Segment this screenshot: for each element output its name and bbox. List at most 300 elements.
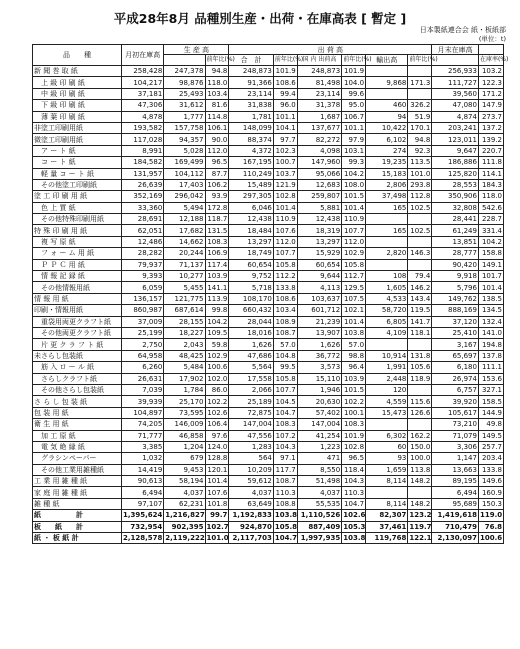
row-product-name xyxy=(33,282,122,293)
product-name-text: その他工業用雑種紙 xyxy=(41,465,104,474)
table-cell: 9,868 xyxy=(366,77,408,88)
table-cell: 9,918 xyxy=(432,271,479,282)
table-cell: 96.4 xyxy=(342,362,366,373)
table-cell: 136,157 xyxy=(121,293,163,304)
table-cell: 15,489 xyxy=(229,179,273,190)
product-name-text: その他特殊印刷用紙 xyxy=(41,215,104,224)
table-cell: 82,272 xyxy=(297,134,341,145)
table-cell: 122.3 xyxy=(478,77,503,88)
table-cell: 102.3 xyxy=(273,145,297,156)
table-cell: 102.2 xyxy=(342,396,366,407)
table-row xyxy=(33,419,504,430)
table-cell: 107.7 xyxy=(273,384,297,395)
product-name-text: その他情報用紙 xyxy=(41,283,90,292)
table-cell: 18,227 xyxy=(164,327,205,338)
table-cell: 2,043 xyxy=(164,339,205,350)
table-cell: 256,933 xyxy=(432,66,479,77)
table-cell xyxy=(366,419,408,430)
table-cell: 108.0 xyxy=(342,179,366,190)
table-cell: 47,686 xyxy=(229,350,273,361)
row-product-name xyxy=(33,476,122,487)
table-cell: 119.0 xyxy=(479,511,503,520)
product-name-text: 衛 生 用 紙 xyxy=(34,420,69,429)
table-cell: 57.0 xyxy=(273,339,297,350)
table-cell: 115.6 xyxy=(408,396,432,407)
table-cell: 1,032 xyxy=(121,453,163,464)
row-product-name xyxy=(33,362,122,373)
table-cell: 137.8 xyxy=(478,350,503,361)
header-export: 輸出高 xyxy=(366,55,408,66)
table-cell: 103.4 xyxy=(205,88,229,99)
table-cell: 104.2 xyxy=(478,236,503,247)
product-name-text: 家 庭 用 雑 種 紙 xyxy=(34,488,88,497)
table-cell: 460 xyxy=(366,100,408,111)
table-cell: 112.8 xyxy=(408,191,432,202)
table-cell: 732,954 xyxy=(121,521,163,532)
table-cell: 62,051 xyxy=(121,225,163,236)
table-cell xyxy=(366,88,408,99)
header-production-yoy: 前年比(%) xyxy=(205,55,229,66)
table-cell: 39,560 xyxy=(432,88,479,99)
table-cell: 123,011 xyxy=(432,134,479,145)
table-cell: 137,677 xyxy=(297,122,341,133)
table-cell: 37,181 xyxy=(121,88,163,99)
table-cell: 107.2 xyxy=(273,430,297,441)
table-cell: 108.3 xyxy=(273,419,297,430)
table-cell: 184.3 xyxy=(478,179,503,190)
table-cell: 97.6 xyxy=(205,430,229,441)
table-cell: 4,559 xyxy=(366,396,408,407)
table-cell: 4,372 xyxy=(229,145,273,156)
table-cell: 101.4 xyxy=(342,202,366,213)
table-row xyxy=(33,122,504,133)
table-cell: 297,305 xyxy=(229,191,273,202)
table-cell: 6,102 xyxy=(366,134,408,145)
product-name-text: その他塗工印刷紙 xyxy=(41,181,97,190)
product-name-text: 情 報 記 録 紙 xyxy=(41,272,85,281)
table-row xyxy=(33,157,504,168)
table-cell xyxy=(366,236,408,247)
table-cell: 160.9 xyxy=(478,487,503,498)
header-spacer xyxy=(478,45,503,55)
row-product-name xyxy=(33,191,122,202)
table-row xyxy=(33,476,504,487)
row-product-name xyxy=(33,453,122,464)
table-cell: 147,004 xyxy=(297,419,341,430)
table-cell: 95,689 xyxy=(432,498,479,509)
table-row xyxy=(33,88,504,99)
table-cell: 119,768 xyxy=(366,533,408,544)
table-cell: 167,195 xyxy=(229,157,273,168)
table-cell: 102.6 xyxy=(343,511,366,520)
table-cell xyxy=(408,339,432,350)
table-cell: 104,897 xyxy=(121,407,163,418)
table-cell: 121.9 xyxy=(273,179,297,190)
table-cell: 104,217 xyxy=(121,77,163,88)
table-cell: 248,873 xyxy=(297,66,341,77)
table-cell: 10,277 xyxy=(164,271,205,282)
table-cell: 37,461 xyxy=(366,521,408,532)
table-cell: 1,223 xyxy=(297,441,341,452)
table-cell: 147,004 xyxy=(229,419,273,430)
table-cell: 97.7 xyxy=(273,134,297,145)
row-product-name xyxy=(33,66,122,77)
table-cell: 186,886 xyxy=(432,157,479,168)
table-cell: 171.2 xyxy=(478,88,503,99)
product-name-text: 複 写 原 紙 xyxy=(41,238,76,247)
table-cell: 1,110,526 xyxy=(297,510,341,521)
table-cell: 118.0 xyxy=(205,77,229,88)
table-cell: 28,691 xyxy=(121,214,163,225)
table-cell: 26,639 xyxy=(121,179,163,190)
table-cell: 57,402 xyxy=(297,407,341,418)
table-cell: 149.1 xyxy=(478,259,503,270)
table-cell: 106.2 xyxy=(205,179,229,190)
header-product: 品 種 xyxy=(33,45,122,66)
table-cell: 15,110 xyxy=(297,373,341,384)
table-cell: 114.8 xyxy=(205,111,229,122)
table-cell: 21,239 xyxy=(297,316,341,327)
table-cell: 99.3 xyxy=(342,157,366,168)
table-cell: 5,881 xyxy=(297,202,341,213)
row-product-name xyxy=(33,225,122,236)
table-cell: 123.2 xyxy=(409,511,432,520)
table-cell: 25,493 xyxy=(164,88,205,99)
table-cell: 137.2 xyxy=(478,122,503,133)
table-cell: 28,441 xyxy=(432,214,479,225)
table-cell: 132.4 xyxy=(478,316,503,327)
table-cell: 2,130,097 xyxy=(432,533,479,544)
table-cell: 146.3 xyxy=(408,248,432,259)
table-cell: 4,113 xyxy=(297,282,341,293)
table-cell: 1,784 xyxy=(164,384,205,395)
table-cell: 58,194 xyxy=(164,476,205,487)
product-name-text: ア ー ト 紙 xyxy=(41,146,76,155)
table-cell: 98,876 xyxy=(164,77,205,88)
table-cell: 8,114 xyxy=(366,476,408,487)
table-cell: 9,752 xyxy=(229,271,273,282)
product-name-text: 新 聞 巻 取 紙 xyxy=(34,67,78,76)
table-cell: 326.2 xyxy=(408,100,432,111)
table-cell: 103.8 xyxy=(343,534,366,543)
table-cell: 99.5 xyxy=(273,362,297,373)
table-cell: 122.1 xyxy=(409,534,432,543)
table-cell: 31,378 xyxy=(297,100,341,111)
table-cell: 106.4 xyxy=(205,419,229,430)
table-row xyxy=(33,77,504,88)
table-cell: 4,874 xyxy=(432,111,479,122)
table-cell: 601,712 xyxy=(297,305,341,316)
table-cell: 888,169 xyxy=(432,305,479,316)
table-cell: 73,595 xyxy=(164,407,205,418)
table-cell: 100.7 xyxy=(273,157,297,168)
table-cell: 133.8 xyxy=(478,464,503,475)
table-cell: 99.7 xyxy=(205,510,229,521)
header-inventory-ratio: 在庫率(%) xyxy=(478,55,503,66)
table-cell: 12,683 xyxy=(297,179,341,190)
table-cell: 10,209 xyxy=(229,464,273,475)
table-cell: 101.0 xyxy=(408,168,432,179)
table-cell: 106.1 xyxy=(205,122,229,133)
table-cell: 96.0 xyxy=(273,100,297,111)
table-cell: 112.0 xyxy=(273,236,297,247)
table-cell: 81,498 xyxy=(297,77,341,88)
table-row xyxy=(33,453,504,464)
table-cell: 102.6 xyxy=(205,407,229,418)
table-cell: 114.1 xyxy=(478,168,503,179)
table-cell: 273.7 xyxy=(478,111,503,122)
product-name-text: 微塗工印刷用紙 xyxy=(34,135,83,144)
table-cell: 1,946 xyxy=(297,384,341,395)
table-cell: 15,929 xyxy=(297,248,341,259)
table-cell: 9,647 xyxy=(432,145,479,156)
table-cell: 96.5 xyxy=(205,157,229,168)
table-row xyxy=(33,441,504,452)
table-cell: 102.8 xyxy=(273,191,297,202)
table-cell: 102.2 xyxy=(205,396,229,407)
table-cell: 41,254 xyxy=(297,430,341,441)
table-cell: 100.0 xyxy=(408,453,432,464)
publisher-label: 日本製紙連合会 紙・板紙部 xyxy=(419,26,506,34)
table-cell: 9,393 xyxy=(121,271,163,282)
table-cell: 184,582 xyxy=(121,157,163,168)
table-cell: 59,612 xyxy=(229,476,273,487)
table-cell: 107.7 xyxy=(342,225,366,236)
table-cell: 94.8 xyxy=(205,66,229,77)
table-cell: 100.6 xyxy=(205,362,229,373)
table-cell xyxy=(408,419,432,430)
table-cell: 12,486 xyxy=(121,236,163,247)
table-cell: 25,170 xyxy=(164,396,205,407)
table-cell: 39,920 xyxy=(432,396,479,407)
row-product-name xyxy=(33,533,122,544)
table-row xyxy=(33,339,504,350)
table-cell: 102.1 xyxy=(342,305,366,316)
table-cell: 149.6 xyxy=(478,476,503,487)
table-cell: 887,409 xyxy=(297,521,341,532)
table-cell: 112.7 xyxy=(342,271,366,282)
table-row xyxy=(33,145,504,156)
table-cell: 104.0 xyxy=(342,77,366,88)
header-ending-value xyxy=(432,55,479,66)
table-cell: 10,914 xyxy=(366,350,408,361)
table-cell: 248,873 xyxy=(229,66,273,77)
table-cell: 228.7 xyxy=(478,214,503,225)
table-cell: 148.2 xyxy=(408,476,432,487)
table-cell: 165 xyxy=(366,202,408,213)
table-cell: 108.8 xyxy=(273,498,297,509)
table-cell: 7,039 xyxy=(121,384,163,395)
table-cell: 128.8 xyxy=(205,453,229,464)
table-cell: 95.0 xyxy=(342,100,366,111)
table-cell: 105.8 xyxy=(273,373,297,384)
header-opening-inventory: 月初在庫高 xyxy=(121,45,163,66)
header-export-yoy: 前年比(%) xyxy=(408,55,432,66)
table-cell: 64,958 xyxy=(121,350,163,361)
table-cell: 92.3 xyxy=(408,145,432,156)
table-cell: 4,109 xyxy=(366,327,408,338)
table-cell: 8,114 xyxy=(366,498,408,509)
row-product-name xyxy=(33,88,122,99)
table-cell: 860,987 xyxy=(121,305,163,316)
table-cell: 57.0 xyxy=(342,339,366,350)
table-row xyxy=(33,430,504,441)
table-cell: 118.4 xyxy=(342,464,366,475)
table-cell: 144.9 xyxy=(478,407,503,418)
table-cell: 6,046 xyxy=(229,202,273,213)
row-product-name xyxy=(33,384,122,395)
table-cell: 2,448 xyxy=(366,373,408,384)
unit-label: (単位：t) xyxy=(478,35,506,43)
table-cell: 352,169 xyxy=(121,191,163,202)
table-cell: 1,659 xyxy=(366,464,408,475)
table-row xyxy=(33,464,504,475)
table-cell: 327.1 xyxy=(478,384,503,395)
table-cell: 4,098 xyxy=(297,145,341,156)
table-cell: 12,188 xyxy=(164,214,205,225)
row-product-name xyxy=(33,498,122,509)
table-cell: 131.8 xyxy=(408,350,432,361)
table-cell: 6,302 xyxy=(366,430,408,441)
table-cell: 105.8 xyxy=(274,522,298,531)
table-cell: 79.4 xyxy=(408,271,432,282)
table-cell: 99.4 xyxy=(273,88,297,99)
table-cell: 1,204 xyxy=(164,441,205,452)
table-row xyxy=(33,271,504,282)
table-cell xyxy=(366,66,408,77)
table-cell: 103.9 xyxy=(205,271,229,282)
table-cell: 6,494 xyxy=(432,487,479,498)
table-cell: 157,758 xyxy=(164,122,205,133)
table-row xyxy=(33,168,504,179)
table-cell: 104.7 xyxy=(274,534,298,543)
table-cell: 103.8 xyxy=(342,327,366,338)
product-name-text: 紙 ・ 板 紙 計 xyxy=(34,534,79,543)
table-cell: 924,870 xyxy=(229,521,273,532)
table-cell: 331.4 xyxy=(478,225,503,236)
row-product-name xyxy=(33,111,122,122)
table-cell: 158.8 xyxy=(478,248,503,259)
row-product-name xyxy=(33,316,122,327)
table-cell: 20,630 xyxy=(297,396,341,407)
table-cell: 101.4 xyxy=(342,316,366,327)
table-cell: 60,654 xyxy=(229,259,273,270)
table-cell: 17,682 xyxy=(164,225,205,236)
production-table xyxy=(32,44,509,544)
table-cell: 60,654 xyxy=(297,259,341,270)
product-name-text: さ ら し 包 装 紙 xyxy=(34,397,88,406)
table-cell: 293.8 xyxy=(408,179,432,190)
table-cell: 90,420 xyxy=(432,259,479,270)
table-cell: 108 xyxy=(366,271,408,282)
table-cell: 1,626 xyxy=(229,339,273,350)
table-cell: 15,473 xyxy=(366,407,408,418)
product-name-text: 塗 工 印 刷 用 紙 xyxy=(34,192,88,201)
table-cell: 86.0 xyxy=(205,384,229,395)
table-cell: 104.7 xyxy=(273,407,297,418)
table-cell: 28,155 xyxy=(164,316,205,327)
table-cell: 296,042 xyxy=(164,191,205,202)
table-cell: 1,216,827 xyxy=(165,511,205,520)
table-cell: 32,808 xyxy=(432,202,479,213)
table-cell: 105,617 xyxy=(432,407,479,418)
table-cell: 1,395,624 xyxy=(122,511,163,520)
table-cell: 28,044 xyxy=(229,316,273,327)
product-name-text: コ ー ト 紙 xyxy=(41,158,76,167)
product-name-text: 電 気 絶 縁 紙 xyxy=(41,443,85,452)
table-cell: 5,028 xyxy=(164,145,205,156)
table-cell: 102.0 xyxy=(205,373,229,384)
table-cell: 106.7 xyxy=(342,111,366,122)
table-cell: 687,614 xyxy=(164,305,205,316)
table-cell: 121,775 xyxy=(164,293,205,304)
table-cell xyxy=(408,384,432,395)
table-cell: 107.5 xyxy=(342,293,366,304)
table-cell: 125,820 xyxy=(432,168,479,179)
product-name-text: 非塗工印刷用紙 xyxy=(34,124,83,133)
table-cell: 108.3 xyxy=(205,236,229,247)
row-product-name xyxy=(33,339,122,350)
table-cell: 104.8 xyxy=(273,350,297,361)
table-cell: 28,282 xyxy=(121,248,163,259)
table-cell: 118.0 xyxy=(478,191,503,202)
table-cell: 113.9 xyxy=(205,293,229,304)
table-cell: 82,307 xyxy=(366,510,408,521)
product-name-text: 工 業 用 雑 種 紙 xyxy=(34,477,88,486)
table-cell: 103.4 xyxy=(273,305,297,316)
row-product-name xyxy=(33,407,122,418)
table-cell: 18,319 xyxy=(297,225,341,236)
table-cell: 101.5 xyxy=(342,191,366,202)
table-cell: 71,137 xyxy=(164,259,205,270)
table-cell: 26,974 xyxy=(432,373,479,384)
table-cell: 259,807 xyxy=(297,191,341,202)
table-cell: 74,205 xyxy=(121,419,163,430)
table-row xyxy=(33,510,504,521)
table-row xyxy=(33,282,504,293)
table-cell: 1,605 xyxy=(366,282,408,293)
table-cell: 102.5 xyxy=(408,225,432,236)
table-cell: 20,244 xyxy=(164,248,205,259)
table-cell: 2,066 xyxy=(229,384,273,395)
table-cell: 103.2 xyxy=(478,66,503,77)
product-name-text: 片 更 ク ラ フ ト 紙 xyxy=(41,340,104,349)
table-cell: 108.3 xyxy=(342,419,366,430)
table-cell: 94 xyxy=(366,111,408,122)
table-cell: 158.5 xyxy=(478,396,503,407)
product-name-text: 筋 入 ロ ー ル 紙 xyxy=(41,363,95,372)
table-cell: 118.9 xyxy=(408,373,432,384)
table-cell: 90.0 xyxy=(205,134,229,145)
table-cell: 111,727 xyxy=(432,77,479,88)
product-name-text: 重袋用両更クラフト紙 xyxy=(41,317,111,326)
table-cell: 17,902 xyxy=(164,373,205,384)
table-cell: 171.3 xyxy=(408,77,432,88)
table-cell: 110.9 xyxy=(273,214,297,225)
table-cell: 101.1 xyxy=(342,122,366,133)
table-cell: 97,107 xyxy=(121,498,163,509)
table-cell: 5,494 xyxy=(164,202,205,213)
table-cell: 79,937 xyxy=(121,259,163,270)
table-cell: 103.7 xyxy=(273,168,297,179)
table-row xyxy=(33,533,504,544)
table-cell: 104.2 xyxy=(205,316,229,327)
table-cell: 58,720 xyxy=(366,305,408,316)
table-cell: 118.1 xyxy=(408,327,432,338)
table-cell: 110.3 xyxy=(273,487,297,498)
table-row xyxy=(33,134,504,145)
table-cell: 46,858 xyxy=(164,430,205,441)
